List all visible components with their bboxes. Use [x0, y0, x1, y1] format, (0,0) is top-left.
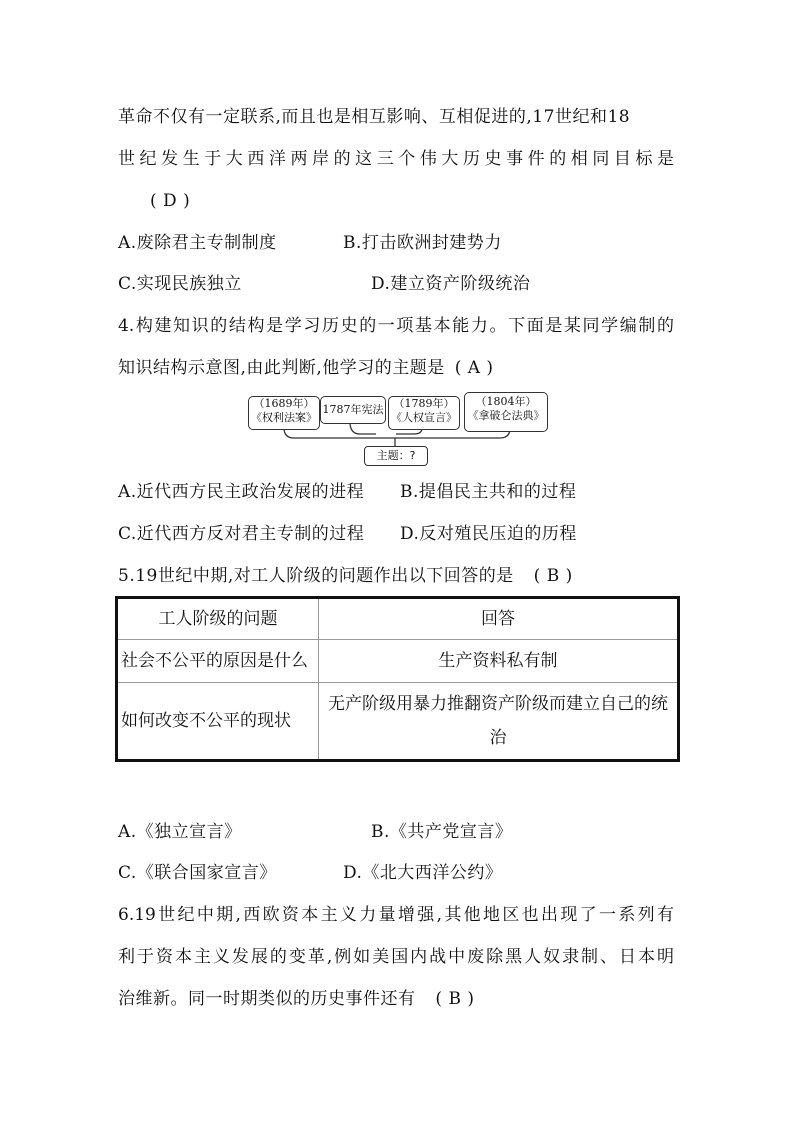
q4-stem-line-1: 4.构建知识的结构是学习历史的一项基本能力。下面是某同学编制的 — [118, 316, 674, 336]
table-row — [117, 640, 679, 683]
table-cell-question: 社会不公平的原因是什么 — [117, 640, 319, 683]
q6-stem-line-3 — [118, 987, 478, 1011]
diagram-box-declaration-of-rights-of-man: （1789年） 《人权宣言》 — [388, 396, 460, 430]
q4-answer: ( A ) — [454, 358, 494, 378]
q5-answer: ( B ) — [533, 566, 573, 586]
q5-options-row-2 — [118, 861, 678, 885]
q4-option-d[interactable]: D.反对殖民压迫的历程 — [400, 524, 577, 544]
table-cell-answer: 无产阶级用暴力推翻资产阶级而建立自己的统治 — [319, 683, 679, 761]
diagram-box-napoleonic-code: （1804年） 《拿破仑法典》 — [464, 392, 548, 432]
q3-answer: ( D ) — [150, 191, 191, 211]
q3-option-a[interactable]: A.废除君主专制制度 — [118, 233, 277, 253]
q4-stem-text: 知识结构示意图,由此判断,他学习的主题是 — [118, 358, 445, 378]
diagram-box-bill-of-rights: （1689年） 《权利法案》 — [248, 396, 320, 430]
q5-option-b[interactable]: B.《共产党宣言》 — [371, 822, 513, 842]
q6-stem-line-2: 利于资本主义发展的变革,例如美国内战中废除黑人奴隶制、日本明 — [118, 947, 674, 967]
table-cell-answer: 生产资料私有制 — [319, 640, 679, 683]
table-header-question: 工人阶级的问题 — [117, 598, 319, 640]
q5-option-a[interactable]: A.《独立宣言》 — [118, 822, 242, 842]
q5-option-c[interactable]: C.《联合国家宣言》 — [118, 863, 277, 883]
q3-option-d[interactable]: D.建立资产阶级统治 — [371, 274, 531, 294]
q4-option-b[interactable]: B.提倡民主共和的过程 — [400, 482, 577, 502]
q3-option-b[interactable]: B.打击欧洲封建势力 — [343, 233, 502, 253]
knowledge-structure-diagram — [246, 362, 548, 466]
q4-option-c[interactable]: C.近代西方反对君主专制的过程 — [118, 524, 365, 544]
q6-answer: ( B ) — [435, 989, 475, 1009]
q3-options-row-1 — [118, 231, 678, 255]
q4-options-row-1 — [118, 480, 678, 504]
diagram-topic-box: 主题：? — [364, 446, 428, 466]
q5-option-d[interactable]: D.《北大西洋公约》 — [343, 863, 503, 883]
q5-options-row-1 — [118, 820, 678, 844]
table-row — [117, 683, 679, 761]
table-header-row — [117, 598, 679, 640]
q6-stem-text: 治维新。同一时期类似的历史事件还有 — [118, 989, 416, 1009]
q3-option-c[interactable]: C.实现民族独立 — [118, 274, 242, 294]
table-header-answer: 回答 — [319, 598, 679, 640]
q3-stem-line-2: 世纪发生于大西洋两岸的这三个伟大历史事件的相同目标是 — [118, 149, 674, 169]
q3-stem-line-1: 革命不仅有一定联系,而且也是相互影响、互相促进的,17世纪和18 — [118, 107, 631, 127]
q5-stem-text: 5.19世纪中期,对工人阶级的问题作出以下回答的是 — [118, 566, 514, 586]
q4-option-a[interactable]: A.近代西方民主政治发展的进程 — [118, 482, 365, 502]
q4-options-row-2 — [118, 522, 678, 546]
q5-stem-line-1 — [118, 564, 577, 588]
table-cell-question: 如何改变不公平的现状 — [117, 683, 319, 761]
diagram-box-1787-constitution: 1787年宪法 — [320, 396, 386, 424]
q5-table — [115, 596, 680, 762]
q3-options-row-2 — [118, 272, 678, 296]
q6-stem-line-1: 6.19世纪中期,西欧资本主义力量增强,其他地区也出现了一系列有 — [118, 905, 674, 925]
